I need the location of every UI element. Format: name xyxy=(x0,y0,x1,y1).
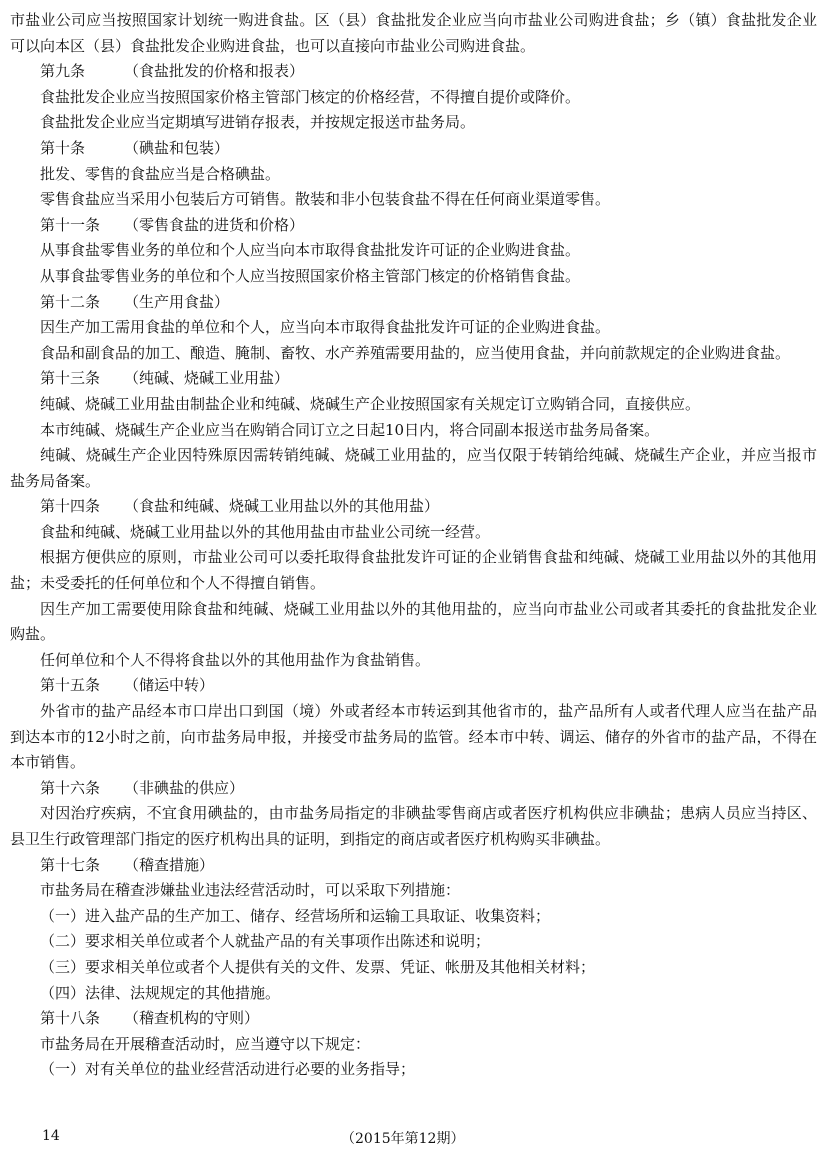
paragraph: 食盐和纯碱、烧碱工业用盐以外的其他用盐由市盐业公司统一经营。 xyxy=(40,522,491,541)
page-number: 14 xyxy=(42,1128,60,1144)
article-heading xyxy=(0,776,827,802)
article-title: （零售食盐的进货和价格） xyxy=(124,215,305,234)
article-heading xyxy=(0,673,827,699)
issue-label: （2015年第12期） xyxy=(341,1131,465,1147)
article-heading xyxy=(0,853,827,879)
article-heading xyxy=(0,290,827,316)
article-number: 第九条 xyxy=(40,62,86,81)
article-title: （食盐和纯碱、烧碱工业用盐以外的其他用盐） xyxy=(124,497,440,516)
article-heading xyxy=(0,494,827,520)
paragraph: 食盐批发企业应当按照国家价格主管部门核定的价格经营，不得擅自提价或降价。 xyxy=(40,87,581,106)
paragraph: （四）法律、法规规定的其他措施。 xyxy=(40,983,281,1002)
article-number: 第十条 xyxy=(40,138,86,157)
article-number: 第十一条 xyxy=(40,215,101,234)
paragraph: 任何单位和个人不得将食盐以外的其他用盐作为食盐销售。 xyxy=(40,650,431,669)
paragraph: 批发、零售的食盐应当是合格碘盐。 xyxy=(40,164,281,183)
article-number: 第十三条 xyxy=(40,369,101,388)
article-heading xyxy=(0,213,827,239)
paragraph: 根据方便供应的原则，市盐业公司可以委托取得食盐批发许可证的企业销售食盐和纯碱、烧碱工业用盐以外的其他用盐；未受委托的任何单位和个人不得擅自销售。 xyxy=(10,548,817,593)
article-title: （储运中转） xyxy=(124,676,215,695)
paragraph: （三）要求相关单位或者个人提供有关的文件、发票、凭证、帐册及其他相关材料； xyxy=(40,957,596,976)
paragraph: 市盐务局在稽查涉嫌盐业违法经营活动时，可以采取下列措施： xyxy=(40,881,461,900)
article-heading xyxy=(0,136,827,162)
paragraph: （一）进入盐产品的生产加工、储存、经营场所和运输工具取证、收集资料； xyxy=(40,906,551,925)
article-title: （纯碱、烧碱工业用盐） xyxy=(124,369,290,388)
article-title: （碘盐和包装） xyxy=(124,138,230,157)
paragraph: 因生产加工需用食盐的单位和个人，应当向本市取得食盐批发许可证的企业购进食盐。 xyxy=(40,318,611,337)
paragraph: （一）对有关单位的盐业经营活动进行必要的业务指导； xyxy=(40,1060,416,1079)
article-title: （稽查机构的守则） xyxy=(124,1009,260,1028)
article-heading xyxy=(0,366,827,392)
paragraph: 食盐批发企业应当定期填写进销存报表，并按规定报送市盐务局。 xyxy=(40,113,476,132)
article-heading xyxy=(0,1006,827,1032)
paragraph: 因生产加工需要使用除食盐和纯碱、烧碱工业用盐以外的其他用盐的，应当向市盐业公司或者其委托的食盐批发企业购盐。 xyxy=(10,599,817,644)
article-title: （非碘盐的供应） xyxy=(124,778,245,797)
article-number: 第十六条 xyxy=(40,778,101,797)
article-number: 第十七条 xyxy=(40,855,101,874)
paragraph: 本市纯碱、烧碱生产企业应当在购销合同订立之日起10日内，将合同副本报送市盐务局备案。 xyxy=(40,420,660,439)
article-title: （食盐批发的价格和报表） xyxy=(124,62,305,81)
article-title: （稽查措施） xyxy=(124,855,215,874)
continued-paragraph: 市盐业公司应当按照国家计划统一购进食盐。区（县）食盐批发企业应当向市盐业公司购进食盐；乡（镇）食盐批发企业可以向本区（县）食盐批发企业购进食盐，也可以直接向市盐业公司购进食盐。 xyxy=(10,11,817,55)
paragraph: 外省市的盐产品经本市口岸出口到国（境）外或者经本市转运到其他省市的，盐产品所有人或者代理人应当在盐产品到达本市的12小时之前，向市盐务局申报，并接受市盐务局的监管。经本市中转、调运、储存的外省市的盐产品，不得在本市销售。 xyxy=(10,702,817,772)
page-footer xyxy=(0,1128,827,1152)
paragraph: 食品和副食品的加工、酿造、腌制、畜牧、水产养殖需要用盐的，应当使用食盐，并向前款规定的企业购进食盐。 xyxy=(40,343,791,362)
paragraph: 从事食盐零售业务的单位和个人应当向本市取得食盐批发许可证的企业购进食盐。 xyxy=(40,241,581,260)
paragraph: （二）要求相关单位或者个人就盐产品的有关事项作出陈述和说明； xyxy=(40,932,491,951)
article-number: 第十五条 xyxy=(40,676,101,695)
article-heading xyxy=(0,59,827,85)
paragraph: 零售食盐应当采用小包装后方可销售。散装和非小包装食盐不得在任何商业渠道零售。 xyxy=(40,190,611,209)
document-body xyxy=(0,8,827,1083)
article-number: 第十四条 xyxy=(40,497,101,516)
article-number: 第十二条 xyxy=(40,292,101,311)
article-number: 第十八条 xyxy=(40,1009,101,1028)
article-title: （生产用食盐） xyxy=(124,292,230,311)
paragraph: 从事食盐零售业务的单位和个人应当按照国家价格主管部门核定的价格销售食盐。 xyxy=(40,266,581,285)
paragraph: 对因治疗疾病，不宜食用碘盐的，由市盐务局指定的非碘盐零售商店或者医疗机构供应非碘盐；患病人员应当持区、县卫生行政管理部门指定的医疗机构出具的证明，到指定的商店或者医疗机构购买非碘盐。 xyxy=(10,804,817,848)
paragraph: 纯碱、烧碱工业用盐由制盐企业和纯碱、烧碱生产企业按照国家有关规定订立购销合同，直接供应。 xyxy=(40,394,701,413)
paragraph: 纯碱、烧碱生产企业因特殊原因需转销纯碱、烧碱工业用盐的，应当仅限于转销给纯碱、烧碱生产企业，并应当报市盐务局备案。 xyxy=(10,446,817,490)
paragraph: 市盐务局在开展稽查活动时，应当遵守以下规定： xyxy=(40,1034,371,1053)
